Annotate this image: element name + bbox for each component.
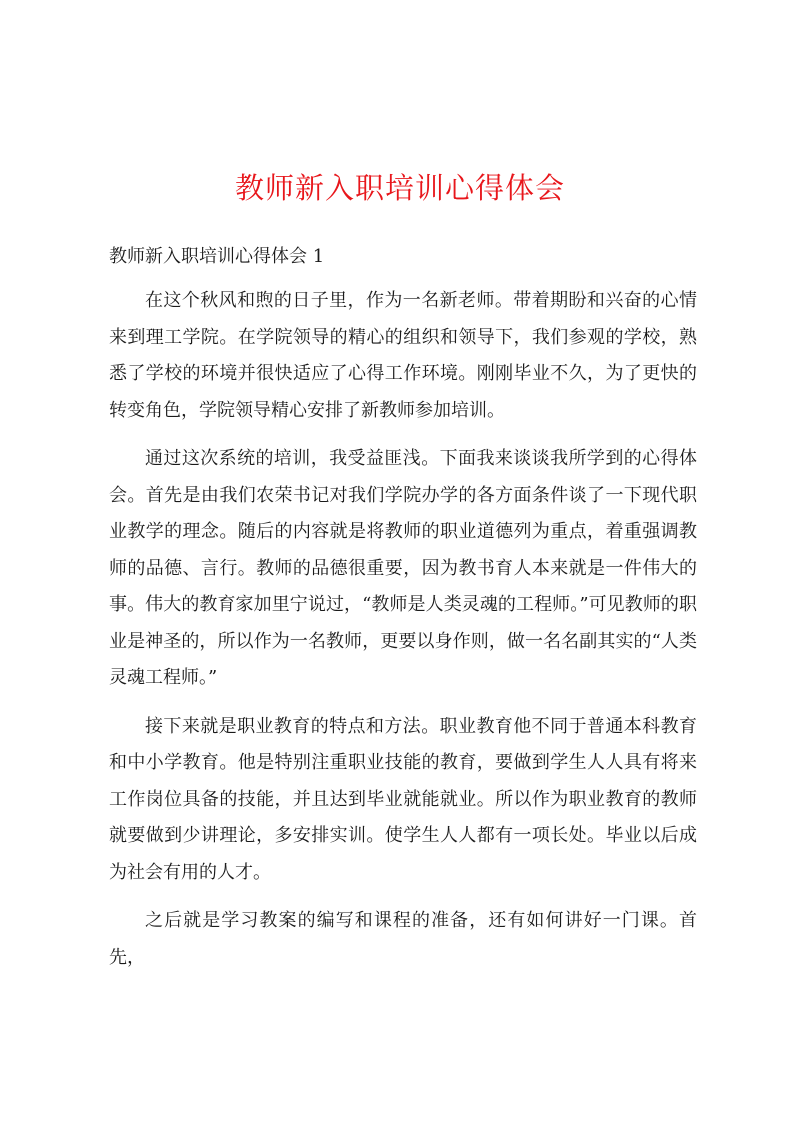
paragraph-1: 在这个秋风和煦的日子里，作为一名新老师。带着期盼和兴奋的心情来到理工学院。在学院领导的精心的组织和领导下，我们参观的学校，熟悉了学校的环境并很快适应了心得工作环境。刚刚毕业不久，为了更快的转变角色，学院领导精心安排了新教师参加培训。 [109,290,697,421]
paragraph-4: 之后就是学习教案的编写和课程的准备，还有如何讲好一门课。首先， [109,910,697,968]
document-title: 教师新入职培训心得体会 [234,171,565,205]
document-subtitle: 教师新入职培训心得体会 1 [109,246,325,267]
paragraph-3: 接下来就是职业教育的特点和方法。职业教育他不同于普通本科教育和中小学教育。他是特别注重职业技能的教育，要做到学生人人具有将来工作岗位具备的技能，并且达到毕业就能就业。所以作为职业教育的教师就要做到少讲理论，多安排实训。使学生人人都有一项长处。毕业以后成为社会有用的人才。 [109,715,697,883]
document-body [109,283,697,988]
paragraph-2: 通过这次系统的培训，我受益匪浅。下面我来谈谈我所学到的心得体会。首先是由我们农荣书记对我们学院办学的各方面条件谈了一下现代职业教学的理念。随后的内容就是将教师的职业道德列为重点，着重强调教师的品德、言行。教师的品德很重要，因为教书育人本来就是一件伟大的事。伟大的教育家加里宁说过，“教师是人类灵魂的工程师。”可见教师的职业是神圣的，所以作为一名教师，更要以身作则，做一名名副其实的“人类灵魂工程师。” [109,448,697,688]
